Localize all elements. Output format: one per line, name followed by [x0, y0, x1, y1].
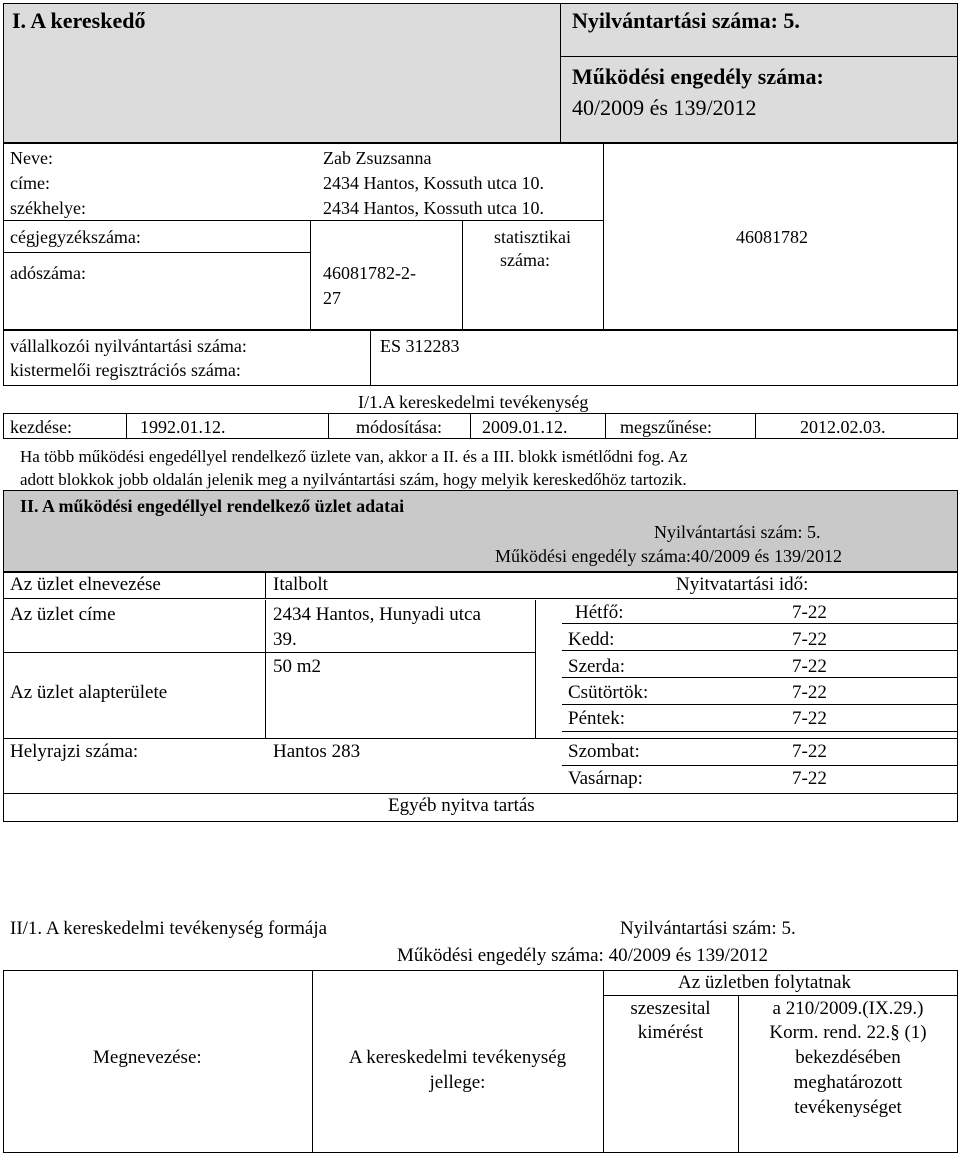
- section1-engedely-value: 40/2009 és 139/2012: [572, 95, 757, 120]
- activity-note-line1: Ha több működési engedéllyel rendelkező üzlete van, akkor a II. és a III. blokk ismétlődni fog. Az: [20, 447, 688, 466]
- shop-name-value: Italbolt: [273, 574, 328, 595]
- col-spirit-1: szeszesital: [630, 998, 711, 1019]
- activity-note-line2: adott blokkok jobb oldalán jelenik meg a nyilvántartási szám, hogy melyik kereskedőhöz tartozik.: [20, 470, 687, 489]
- producer-label: kistermelői regisztrációs száma:: [10, 360, 241, 380]
- section1-title: I. A kereskedő: [12, 8, 146, 33]
- entrepreneur-label: vállalkozói nyilvántartási száma:: [10, 336, 247, 356]
- company-reg-label: cégjegyzékszáma:: [10, 227, 141, 247]
- day-hours: 7-22: [792, 768, 827, 789]
- end-value: 2012.02.03.: [800, 417, 886, 437]
- section2-nyilv: Nyilvántartási szám: 5.: [654, 522, 821, 542]
- day-label: Hétfő:: [575, 602, 624, 623]
- trader-seat-label: székhelye:: [10, 198, 86, 218]
- day-label: Szerda:: [568, 656, 625, 677]
- form-header: Az üzletben folytatnak: [678, 972, 852, 993]
- trader-name-value: Zab Zsuzsanna: [323, 148, 432, 168]
- start-label: kezdése:: [10, 417, 72, 437]
- section2-title: II. A működési engedéllyel rendelkező üzlet adatai: [20, 496, 405, 516]
- section1-engedely-label: Működési engedély száma:: [572, 64, 824, 89]
- lot-label: Helyrajzi száma:: [10, 741, 139, 762]
- tax-value-2: 27: [323, 288, 341, 308]
- trader-name-label: Neve:: [10, 148, 53, 168]
- end-label: megszűnése:: [620, 417, 712, 437]
- shop-name-label: Az üzlet elnevezése: [10, 574, 161, 595]
- section21-engedely: Működési engedély száma: 40/2009 és 139/2012: [397, 945, 768, 966]
- other-opening: Egyéb nyitva tartás: [388, 795, 535, 816]
- area-value: 50 m2: [273, 656, 322, 677]
- day-label: Kedd:: [568, 629, 615, 650]
- day-hours: 7-22: [792, 656, 827, 677]
- day-hours: 7-22: [792, 682, 827, 703]
- col-type-1: A kereskedelmi tevékenység: [348, 1047, 567, 1068]
- day-label: Vasárnap:: [568, 768, 643, 789]
- day-hours: 7-22: [792, 708, 827, 729]
- day-hours: 7-22: [792, 629, 827, 650]
- activity-title: I/1.A kereskedelmi tevékenység: [358, 392, 589, 412]
- area-label: Az üzlet alapterülete: [10, 682, 168, 703]
- col-name: Megnevezése:: [93, 1047, 202, 1068]
- trader-address-value: 2434 Hantos, Kossuth utca 10.: [323, 173, 544, 193]
- start-value: 1992.01.12.: [140, 417, 226, 437]
- trader-seat-value: 2434 Hantos, Kossuth utca 10.: [323, 198, 544, 218]
- tax-value-1: 46081782-2-: [323, 263, 416, 283]
- col-decree-5: tevékenységet: [794, 1097, 902, 1118]
- section1-nyilvantartasi: Nyilvántartási száma: 5.: [572, 8, 800, 33]
- lot-value: Hantos 283: [273, 741, 361, 762]
- section2-engedely: Működési engedély száma:40/2009 és 139/2012: [495, 546, 842, 566]
- section21-nyilv: Nyilvántartási szám: 5.: [620, 918, 796, 939]
- day-label: Csütörtök:: [568, 682, 649, 703]
- day-label: Péntek:: [568, 708, 625, 729]
- col-decree-1: a 210/2009.(IX.29.): [772, 998, 924, 1019]
- tax-label: adószáma:: [10, 263, 86, 283]
- day-hours: 7-22: [792, 602, 827, 623]
- trader-address-label: címe:: [10, 173, 50, 193]
- stat-value: 46081782: [736, 227, 808, 247]
- col-spirit-2: kimérést: [637, 1022, 704, 1043]
- stat-label-1: statisztikai: [494, 227, 571, 247]
- day-hours: 7-22: [792, 741, 827, 762]
- shop-address-1: 2434 Hantos, Hunyadi utca: [273, 604, 481, 625]
- stat-label-2: száma:: [500, 250, 550, 270]
- mod-value: 2009.01.12.: [482, 417, 568, 437]
- col-decree-4: meghatározott: [793, 1072, 903, 1093]
- opening-label: Nyitvatartási idő:: [676, 574, 809, 595]
- col-decree-3: bekezdésében: [795, 1047, 901, 1068]
- shop-address-label: Az üzlet címe: [10, 604, 116, 625]
- section21-title: II/1. A kereskedelmi tevékenység formája: [10, 918, 328, 939]
- col-type-2: jellege:: [429, 1072, 486, 1093]
- entrepreneur-value: ES 312283: [380, 336, 460, 356]
- day-label: Szombat:: [568, 741, 640, 762]
- col-decree-2: Korm. rend. 22.§ (1): [769, 1022, 927, 1043]
- shop-address-2: 39.: [273, 629, 297, 650]
- mod-label: módosítása:: [356, 417, 442, 437]
